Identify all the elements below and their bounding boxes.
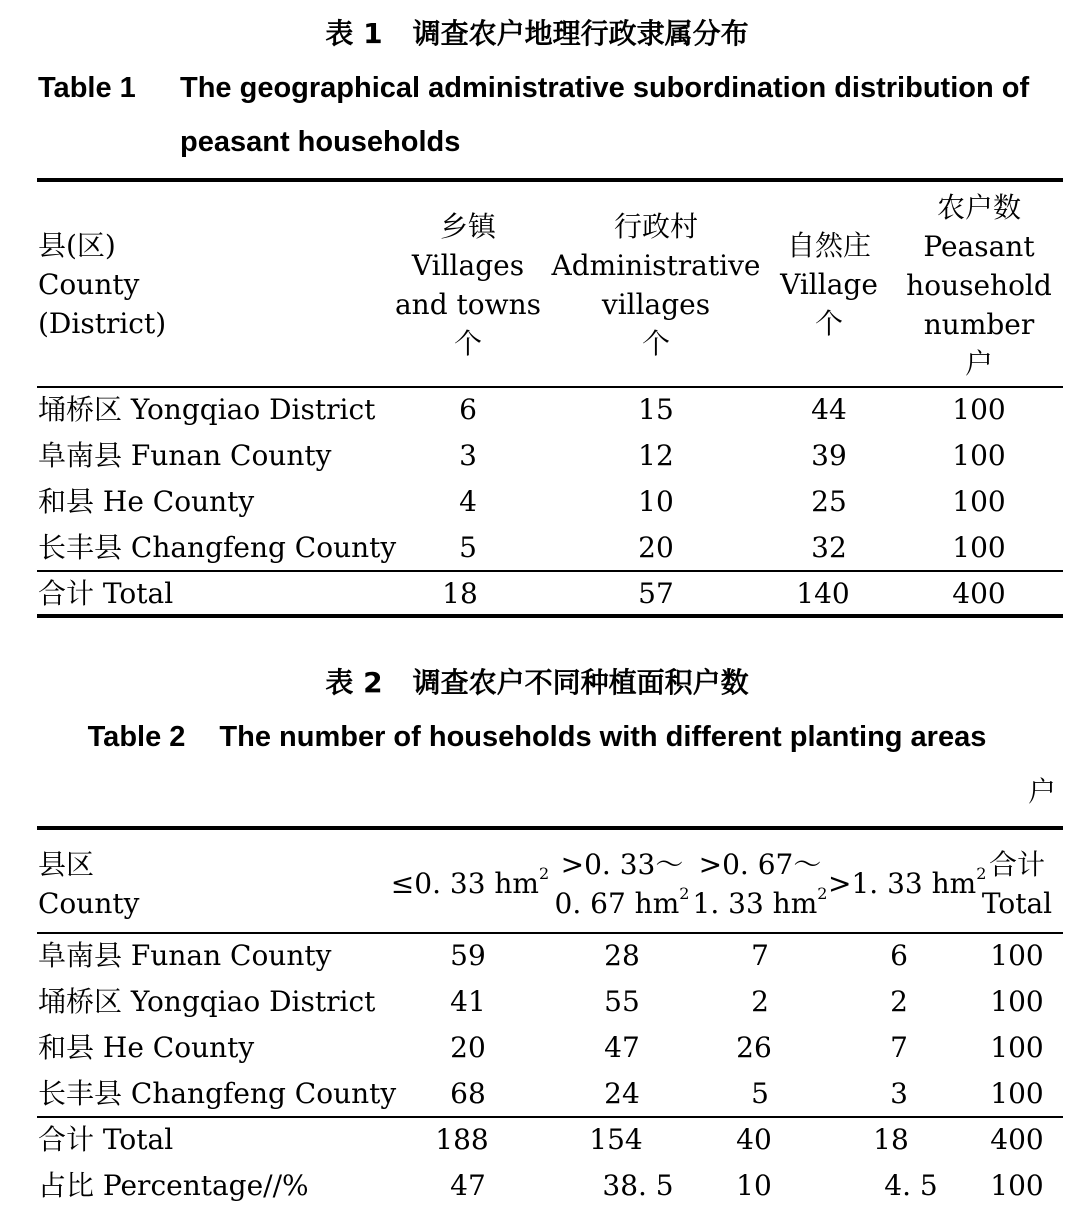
table2-caption-cn-text: 调查农户不同种植面积户数	[412, 666, 749, 699]
table2-header-rule	[37, 932, 1063, 934]
table2-total-rule	[37, 1116, 1063, 1118]
table1-caption-cn-text: 调查农户地理行政隶属分布	[412, 17, 749, 50]
table2-caption-cn	[0, 665, 1074, 701]
table1-header-county: 县(区) County (District)	[38, 229, 167, 340]
table2-caption-en	[0, 719, 1074, 755]
table2-caption-en-text: The number of households with different planting areas	[219, 721, 987, 753]
table1-top-rule	[37, 178, 1063, 182]
table1-total-rule	[37, 570, 1063, 572]
table1-caption-cn-number: 表 1	[325, 17, 383, 50]
table1-caption-en-line1: The geographical administrative subordination distribution of	[180, 72, 1030, 104]
table1-header-towns: 乡镇 Villages and towns 个	[394, 210, 542, 360]
table1-caption-cn	[0, 16, 1074, 52]
table2-header-county: 县区 County	[38, 848, 140, 920]
table1-caption-en-line2: peasant households	[180, 126, 461, 158]
table1-caption-en-label: Table 1	[38, 72, 136, 104]
table2-header-area-4: >1. 33 $hm^2$	[828, 864, 987, 900]
table2-header-total: 合计 Total	[981, 848, 1053, 920]
table1-header-village: 自然庄 Village 个	[780, 229, 878, 340]
table2-header-area-3: >0. 67～ 1. 33 $hm^2$	[692, 848, 828, 920]
table1-header-households: 农户数 Peasant household number 户	[906, 191, 1052, 380]
table1-header-rule	[37, 386, 1063, 388]
table2-top-rule	[37, 826, 1063, 830]
table1-bottom-rule	[37, 614, 1063, 618]
table2-unit-label: 户	[1028, 775, 1057, 808]
table2-caption-cn-number: 表 2	[325, 666, 383, 699]
page: 表 1 调查农户地理行政隶属分布 Table 1 The geographical administrative subordination distribution of peasant households 县(区) County (District) 乡镇 Villages and towns 个 行政村 Administrative villages 个 自然庄 Village 个 农户数 Peasant household number 户 埇桥区 Yongqiao District 6 15 44 100 阜南县 Funan County 3 12 39 100 和县 He County 4 10 25 100 长丰县 Changfeng County 5 20 32 100 合计 Total 18 57 140 400 表 2 调查农户不同种植面积户数 Table 2 The number of households with different planting areas 户 县区 County ≤0. 33 $hm^2$ >0. 33～ 0. 67 $hm^2$ >0. 67～ 1. 33 $hm^2$ >1. 33 $hm^2$ 合计 Total 阜南县 Funan County 59 28 7 6 100 埇桥区 Yongqiao District 41 55 2 2 100 和县 He County 20 47 26 7 100 长丰县 Changfeng County 68 24 5 3 100 合计 Total 188 154 40 18 400 占比 Percentage//% 47 38. 5 10 4. 5 100	[0, 0, 1074, 1206]
table2-header-area-2: >0. 33～ 0. 67 $hm^2$	[554, 848, 690, 920]
table2-header-area-1: ≤0. 33 $hm^2$	[390, 864, 550, 900]
table2-caption-en-label: Table 2	[87, 721, 186, 753]
table1-header-admin-villages: 行政村 Administrative villages 个	[551, 210, 761, 360]
